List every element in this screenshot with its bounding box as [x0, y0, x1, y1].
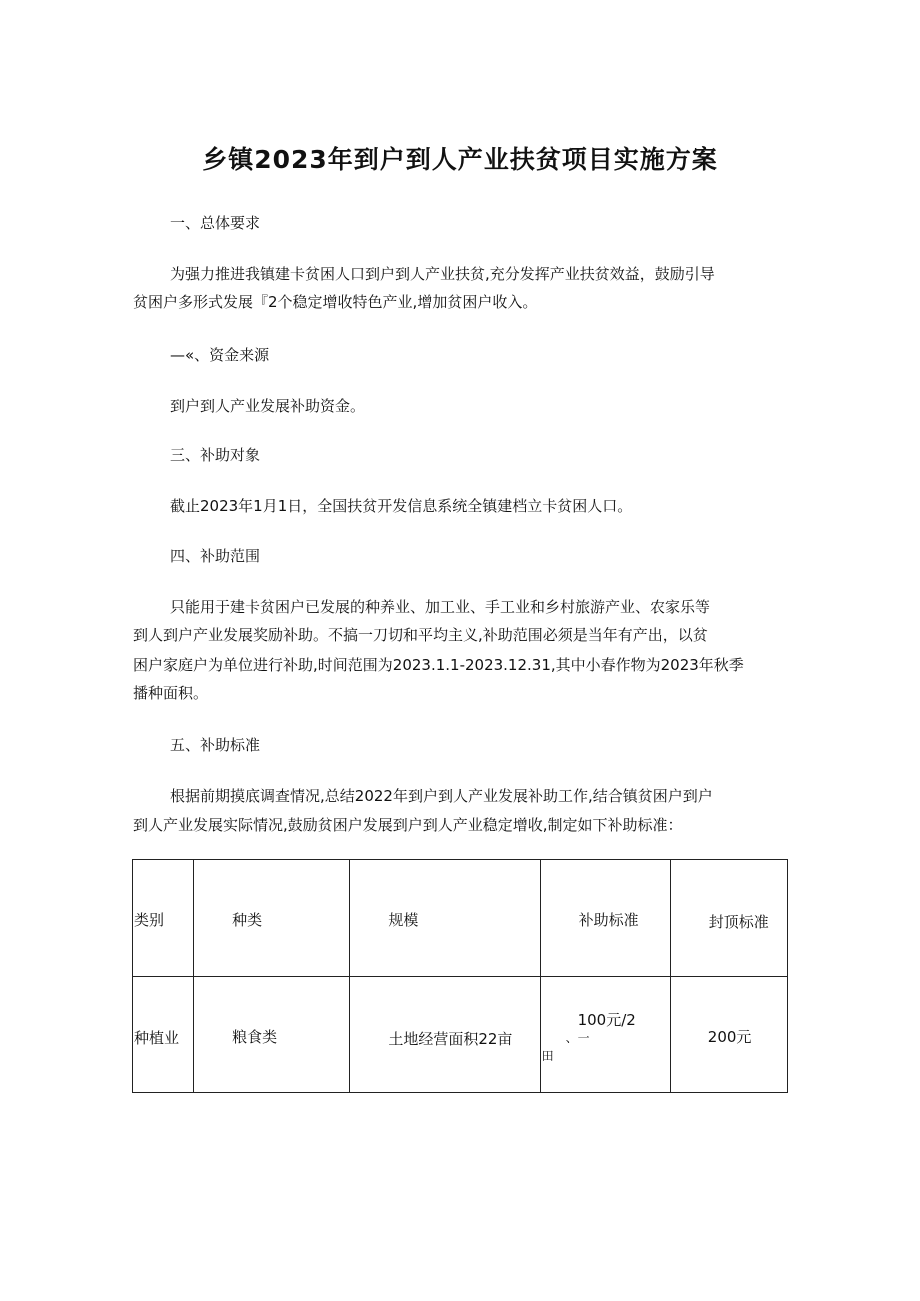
table-cell-standard: 100元/2 、一 田	[540, 977, 670, 1093]
paragraph-scope-line-2: 到人到户产业发展奖励补助。不搞一刀切和平均主义,补助范围必须是当年有产出，以贫	[133, 626, 708, 644]
paragraph-scope-line-1: 只能用于建卡贫困户已发展的种养业、加工业、手工业和乡村旅游产业、农家乐等	[170, 598, 711, 616]
section-heading-standard: 五、补助标准	[170, 736, 261, 754]
paragraph-target: 截止2023年1月1日，全国扶贫开发信息系统全镇建档立卡贫困人口。	[170, 497, 633, 515]
table-header-row	[133, 860, 788, 977]
table-cell-scale: 土地经营面积22亩	[350, 977, 540, 1093]
table-cell-category: 种植业	[133, 977, 194, 1093]
table-header-cell: 封顶标准	[670, 860, 787, 977]
subsidy-table	[132, 859, 788, 1093]
table-header-cell: 种类	[194, 860, 350, 977]
paragraph-scope-line-4: 播种面积。	[133, 684, 209, 702]
paragraph-standard-line-1: 根据前期摸底调查情况,总结2022年到户到人产业发展补助工作,结合镇贫困户到户	[170, 787, 713, 805]
section-heading-target: 三、补助对象	[170, 446, 261, 464]
page-title: 乡镇2023年到户到人产业扶贫项目实施方案	[202, 145, 718, 174]
table-row	[133, 977, 788, 1093]
section-heading-general: 一、总体要求	[170, 214, 261, 232]
table-cell-kind: 粮食类	[194, 977, 350, 1093]
table-header-cell: 补助标准	[540, 860, 670, 977]
paragraph-scope-line-3: 困户家庭户为单位进行补助,时间范围为2023.1.1-2023.12.31,其中小春作物为2023年秋季	[133, 656, 744, 674]
table-cell-cap: 200元	[670, 977, 787, 1093]
paragraph-general-line-2: 贫困户多形式发展『2个稳定增收特色产业,增加贫困户收入。	[133, 293, 538, 311]
paragraph-standard-line-2: 到人产业发展实际情况,鼓励贫困户发展到户到人产业稳定增收,制定如下补助标准：	[133, 816, 683, 834]
paragraph-general-line-1: 为强力推进我镇建卡贫困人口到户到人产业扶贫,充分发挥产业扶贫效益，鼓励引导	[170, 265, 715, 283]
section-heading-funding: —«、资金来源	[170, 346, 270, 364]
table-header-cell: 规模	[350, 860, 540, 977]
paragraph-funding: 到户到人产业发展补助资金。	[170, 397, 366, 415]
table-header-cell: 类别	[133, 860, 194, 977]
section-heading-scope: 四、补助范围	[170, 547, 261, 565]
